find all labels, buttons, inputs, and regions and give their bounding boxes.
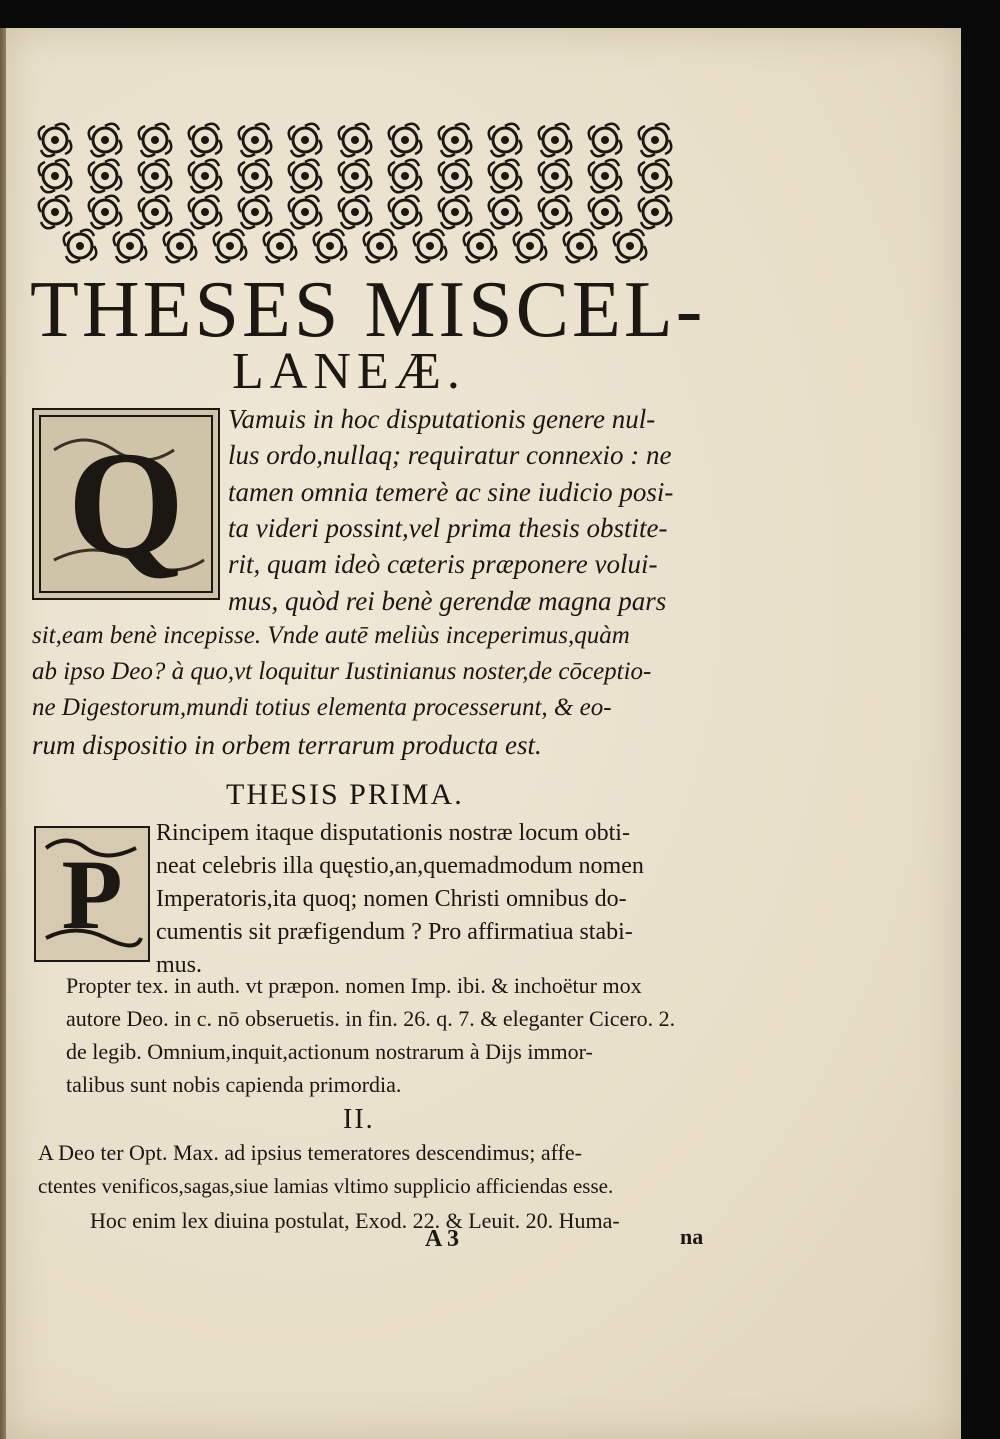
intro-line-8: ab ipso Deo? à quo,vt loquitur Iustinianus noster,de cōceptio-: [32, 658, 652, 685]
thesis-line-2: neat celebris illa quęstio,an,quemadmodum nomen: [156, 853, 644, 879]
intro-line-4: ta videri possint,vel prima thesis obstite-: [228, 513, 668, 543]
intro-drop-cap-letter: Q: [67, 421, 185, 587]
page-title: THESES MISCEL-: [30, 266, 706, 354]
intro-drop-cap: [32, 408, 220, 600]
thesis-two-heading: II.: [343, 1104, 375, 1135]
intro-line-9: ne Digestorum,mundi totius elementa processerunt, & eo-: [32, 694, 612, 721]
fleuron-ornament-band: [30, 118, 700, 268]
ornament-row-3: [39, 196, 672, 229]
intro-line-5: rit, quam ideò cæteris præponere volui-: [228, 549, 658, 579]
ornament-row-2: [39, 160, 672, 193]
thesis-drop-cap-letter: P: [61, 838, 123, 950]
thesis-prima-heading: THESIS PRIMA.: [226, 778, 464, 811]
thesis-note-1: Propter tex. in auth. vt præpon. nomen Imp. ibi. & inchoëtur mox: [66, 973, 642, 998]
thesis-two-line-2: ctentes venificos,sagas,siue lamias vltimo supplicio afficiendas esse.: [38, 1174, 614, 1198]
thesis-two-line-1: A Deo ter Opt. Max. ad ipsius temeratores descendimus; affe-: [38, 1140, 582, 1165]
thesis-note-4: talibus sunt nobis capienda primordia.: [66, 1072, 402, 1097]
intro-line-10: rum dispositio in orbem terrarum producta est.: [32, 730, 542, 760]
intro-line-6: mus, quòd rei benè gerendæ magna pars: [228, 586, 667, 616]
catchword: na: [680, 1224, 704, 1249]
page-subtitle: LANEÆ.: [232, 343, 466, 400]
thesis-drop-cap: [34, 826, 150, 962]
thesis-line-1: Rincipem itaque disputationis nostræ locum obti-: [156, 820, 630, 846]
thesis-two-line-3: Hoc enim lex diuina postulat, Exod. 22. & Leuit. 20. Huma-: [90, 1208, 620, 1233]
ornament-row-4: [64, 230, 647, 263]
ornament-row-1: [39, 124, 672, 157]
thesis-line-4: cumentis sit præfigendum ? Pro affirmatiua stabi-: [156, 919, 633, 945]
signature-mark: A 3: [425, 1226, 460, 1252]
intro-line-2: lus ordo,nullaq; requiratur connexio : ne: [228, 440, 672, 470]
thesis-note-3: de legib. Omnium,inquit,actionum nostrarum à Dijs immor-: [66, 1039, 593, 1064]
thesis-line-3: Imperatoris,ita quoq; nomen Christi omnibus do-: [156, 886, 627, 912]
thesis-note-2: autore Deo. in c. nō obseruetis. in fin. 26. q. 7. & eleganter Cicero. 2.: [66, 1006, 676, 1031]
thesis-line-5: mus.: [156, 952, 203, 978]
intro-line-7: sit,eam benè incepisse. Vnde autē meliùs inceperimus,quàm: [32, 622, 630, 649]
intro-line-3: tamen omnia temerè ac sine iudicio posi-: [228, 477, 674, 507]
intro-line-1: Vamuis in hoc disputationis genere nul-: [228, 404, 656, 434]
